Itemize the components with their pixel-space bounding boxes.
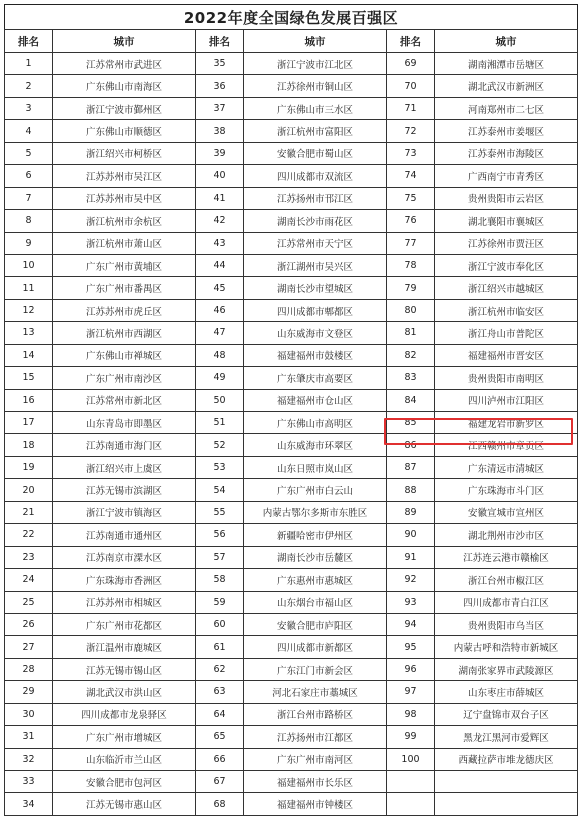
rank-cell: 22 bbox=[5, 524, 53, 546]
rank-cell: 99 bbox=[387, 726, 435, 748]
city-cell: 山东临沂市兰山区 bbox=[53, 748, 196, 770]
rank-cell: 97 bbox=[387, 681, 435, 703]
city-cell bbox=[435, 771, 578, 793]
city-cell: 浙江杭州市余杭区 bbox=[53, 210, 196, 232]
rank-cell: 75 bbox=[387, 187, 435, 209]
rank-cell: 11 bbox=[5, 277, 53, 299]
table-row bbox=[5, 479, 578, 501]
rank-cell: 86 bbox=[387, 434, 435, 456]
table-row bbox=[5, 53, 578, 75]
city-cell: 江苏苏州市虎丘区 bbox=[53, 299, 196, 321]
rank-cell: 25 bbox=[5, 591, 53, 613]
rank-cell: 3 bbox=[5, 97, 53, 119]
city-cell: 浙江台州市椒江区 bbox=[435, 569, 578, 591]
rank-cell: 6 bbox=[5, 165, 53, 187]
table-row bbox=[5, 658, 578, 680]
rank-cell: 41 bbox=[196, 187, 244, 209]
city-cell: 浙江绍兴市越城区 bbox=[435, 277, 578, 299]
table-row bbox=[5, 771, 578, 793]
rank-cell: 73 bbox=[387, 142, 435, 164]
rank-cell: 51 bbox=[196, 412, 244, 434]
rank-cell: 94 bbox=[387, 613, 435, 635]
rank-cell: 44 bbox=[196, 254, 244, 276]
city-cell: 广东佛山市禅城区 bbox=[53, 344, 196, 366]
city-cell: 安徽宣城市宣州区 bbox=[435, 501, 578, 523]
city-cell: 四川成都市郫都区 bbox=[244, 299, 387, 321]
rank-cell: 87 bbox=[387, 456, 435, 478]
header-city: 城市 bbox=[53, 30, 196, 53]
rank-cell: 65 bbox=[196, 726, 244, 748]
city-cell: 江苏苏州市相城区 bbox=[53, 591, 196, 613]
table-row bbox=[5, 299, 578, 321]
city-cell: 内蒙古鄂尔多斯市东胜区 bbox=[244, 501, 387, 523]
city-cell: 湖南湘潭市岳塘区 bbox=[435, 53, 578, 75]
city-cell: 广东江门市新会区 bbox=[244, 658, 387, 680]
header-rank: 排名 bbox=[387, 30, 435, 53]
table-row bbox=[5, 681, 578, 703]
rank-cell: 85 bbox=[387, 412, 435, 434]
city-cell: 广东广州市白云山 bbox=[244, 479, 387, 501]
rank-cell: 68 bbox=[196, 793, 244, 815]
rank-cell: 90 bbox=[387, 524, 435, 546]
city-cell: 山东枣庄市薛城区 bbox=[435, 681, 578, 703]
city-cell: 广西南宁市青秀区 bbox=[435, 165, 578, 187]
city-cell: 广东肇庆市高要区 bbox=[244, 367, 387, 389]
rank-cell: 19 bbox=[5, 456, 53, 478]
rank-cell: 21 bbox=[5, 501, 53, 523]
city-cell: 广东珠海市斗门区 bbox=[435, 479, 578, 501]
table-row bbox=[5, 254, 578, 276]
city-cell: 西藏拉萨市堆龙德庆区 bbox=[435, 748, 578, 770]
rank-cell: 30 bbox=[5, 703, 53, 725]
city-cell: 浙江绍兴市柯桥区 bbox=[53, 142, 196, 164]
ranking-table bbox=[4, 29, 578, 816]
city-cell: 河北石家庄市藁城区 bbox=[244, 681, 387, 703]
table-row bbox=[5, 322, 578, 344]
city-cell: 江苏南通市通州区 bbox=[53, 524, 196, 546]
table-row bbox=[5, 524, 578, 546]
rank-cell: 66 bbox=[196, 748, 244, 770]
city-cell: 浙江台州市路桥区 bbox=[244, 703, 387, 725]
city-cell: 湖北荆州市沙市区 bbox=[435, 524, 578, 546]
table-row bbox=[5, 546, 578, 568]
table-row bbox=[5, 726, 578, 748]
rank-cell: 16 bbox=[5, 389, 53, 411]
rank-cell bbox=[387, 771, 435, 793]
rank-cell: 33 bbox=[5, 771, 53, 793]
table-row bbox=[5, 748, 578, 770]
city-cell: 辽宁盘锦市双台子区 bbox=[435, 703, 578, 725]
city-cell: 江苏南京市溧水区 bbox=[53, 546, 196, 568]
table-row bbox=[5, 97, 578, 119]
rank-cell: 52 bbox=[196, 434, 244, 456]
header-rank: 排名 bbox=[5, 30, 53, 53]
rank-cell: 72 bbox=[387, 120, 435, 142]
city-cell bbox=[435, 793, 578, 815]
city-cell: 福建福州市仓山区 bbox=[244, 389, 387, 411]
rank-cell: 27 bbox=[5, 636, 53, 658]
rank-cell: 70 bbox=[387, 75, 435, 97]
city-cell: 新疆哈密市伊州区 bbox=[244, 524, 387, 546]
city-cell: 广东佛山市南海区 bbox=[53, 75, 196, 97]
city-cell: 江苏徐州市贾汪区 bbox=[435, 232, 578, 254]
rank-cell: 4 bbox=[5, 120, 53, 142]
table-row bbox=[5, 793, 578, 815]
rank-cell: 92 bbox=[387, 569, 435, 591]
rank-cell: 84 bbox=[387, 389, 435, 411]
rank-cell: 43 bbox=[196, 232, 244, 254]
rank-cell: 82 bbox=[387, 344, 435, 366]
rank-cell: 88 bbox=[387, 479, 435, 501]
city-cell: 江苏常州市新北区 bbox=[53, 389, 196, 411]
table-row bbox=[5, 591, 578, 613]
rank-cell: 62 bbox=[196, 658, 244, 680]
rank-cell: 74 bbox=[387, 165, 435, 187]
header-row bbox=[5, 30, 578, 53]
city-cell: 山东威海市环翠区 bbox=[244, 434, 387, 456]
city-cell: 四川泸州市江阳区 bbox=[435, 389, 578, 411]
table-row bbox=[5, 703, 578, 725]
rank-cell: 26 bbox=[5, 613, 53, 635]
city-cell: 广东清远市清城区 bbox=[435, 456, 578, 478]
table-row bbox=[5, 165, 578, 187]
rank-cell: 10 bbox=[5, 254, 53, 276]
rank-cell: 39 bbox=[196, 142, 244, 164]
city-cell: 安徽合肥市蜀山区 bbox=[244, 142, 387, 164]
city-cell: 浙江杭州市萧山区 bbox=[53, 232, 196, 254]
rank-cell: 13 bbox=[5, 322, 53, 344]
rank-cell: 29 bbox=[5, 681, 53, 703]
city-cell: 湖北襄阳市襄城区 bbox=[435, 210, 578, 232]
city-cell: 广东惠州市惠城区 bbox=[244, 569, 387, 591]
city-cell: 浙江杭州市临安区 bbox=[435, 299, 578, 321]
rank-cell: 5 bbox=[5, 142, 53, 164]
city-cell: 湖南长沙市岳麓区 bbox=[244, 546, 387, 568]
city-cell: 广东佛山市高明区 bbox=[244, 412, 387, 434]
city-cell: 浙江宁波市鄞州区 bbox=[53, 97, 196, 119]
rank-cell: 63 bbox=[196, 681, 244, 703]
city-cell: 江苏无锡市惠山区 bbox=[53, 793, 196, 815]
rank-cell: 78 bbox=[387, 254, 435, 276]
city-cell: 四川成都市双流区 bbox=[244, 165, 387, 187]
city-cell: 江苏苏州市吴江区 bbox=[53, 165, 196, 187]
table-row bbox=[5, 142, 578, 164]
rank-cell bbox=[387, 793, 435, 815]
rank-cell: 2 bbox=[5, 75, 53, 97]
city-cell: 广东广州市花都区 bbox=[53, 613, 196, 635]
city-cell: 湖南张家界市武陵源区 bbox=[435, 658, 578, 680]
city-cell: 广东广州市南河区 bbox=[244, 748, 387, 770]
rank-cell: 45 bbox=[196, 277, 244, 299]
city-cell: 福建福州市长乐区 bbox=[244, 771, 387, 793]
rank-cell: 9 bbox=[5, 232, 53, 254]
city-cell: 江苏无锡市滨湖区 bbox=[53, 479, 196, 501]
rank-cell: 54 bbox=[196, 479, 244, 501]
rank-cell: 47 bbox=[196, 322, 244, 344]
city-cell: 福建福州市钟楼区 bbox=[244, 793, 387, 815]
rank-cell: 69 bbox=[387, 53, 435, 75]
rank-cell: 95 bbox=[387, 636, 435, 658]
rank-cell: 36 bbox=[196, 75, 244, 97]
rank-cell: 40 bbox=[196, 165, 244, 187]
city-cell: 四川成都市新都区 bbox=[244, 636, 387, 658]
rank-cell: 31 bbox=[5, 726, 53, 748]
table-row bbox=[5, 120, 578, 142]
table-row bbox=[5, 456, 578, 478]
rank-cell: 50 bbox=[196, 389, 244, 411]
city-cell: 江苏无锡市锡山区 bbox=[53, 658, 196, 680]
city-cell: 内蒙古呼和浩特市新城区 bbox=[435, 636, 578, 658]
rank-cell: 38 bbox=[196, 120, 244, 142]
rank-cell: 55 bbox=[196, 501, 244, 523]
table-row bbox=[5, 232, 578, 254]
rank-cell: 76 bbox=[387, 210, 435, 232]
city-cell: 福建福州市鼓楼区 bbox=[244, 344, 387, 366]
city-cell: 浙江杭州市富阳区 bbox=[244, 120, 387, 142]
rank-cell: 46 bbox=[196, 299, 244, 321]
city-cell: 广东佛山市顺德区 bbox=[53, 120, 196, 142]
rank-cell: 83 bbox=[387, 367, 435, 389]
table-row bbox=[5, 277, 578, 299]
city-cell: 浙江湖州市吴兴区 bbox=[244, 254, 387, 276]
table-row bbox=[5, 367, 578, 389]
city-cell: 浙江舟山市普陀区 bbox=[435, 322, 578, 344]
city-cell: 江苏连云港市赣榆区 bbox=[435, 546, 578, 568]
header-city: 城市 bbox=[244, 30, 387, 53]
rank-cell: 37 bbox=[196, 97, 244, 119]
city-cell: 广东广州市番禺区 bbox=[53, 277, 196, 299]
rank-cell: 34 bbox=[5, 793, 53, 815]
city-cell: 浙江宁波市江北区 bbox=[244, 53, 387, 75]
city-cell: 江苏常州市武进区 bbox=[53, 53, 196, 75]
city-cell: 河南郑州市二七区 bbox=[435, 97, 578, 119]
rank-cell: 49 bbox=[196, 367, 244, 389]
city-cell: 江苏徐州市铜山区 bbox=[244, 75, 387, 97]
rank-cell: 80 bbox=[387, 299, 435, 321]
rank-cell: 93 bbox=[387, 591, 435, 613]
table-row bbox=[5, 434, 578, 456]
rank-cell: 56 bbox=[196, 524, 244, 546]
rank-cell: 28 bbox=[5, 658, 53, 680]
rank-cell: 18 bbox=[5, 434, 53, 456]
city-cell: 山东威海市文登区 bbox=[244, 322, 387, 344]
city-cell: 山东日照市岚山区 bbox=[244, 456, 387, 478]
city-cell: 浙江宁波市镇海区 bbox=[53, 501, 196, 523]
rank-cell: 8 bbox=[5, 210, 53, 232]
city-cell: 湖南长沙市望城区 bbox=[244, 277, 387, 299]
rank-cell: 67 bbox=[196, 771, 244, 793]
rank-cell: 64 bbox=[196, 703, 244, 725]
city-cell: 四川成都市青白江区 bbox=[435, 591, 578, 613]
city-cell: 福建龙岩市新罗区 bbox=[435, 412, 578, 434]
table-row bbox=[5, 613, 578, 635]
table-row bbox=[5, 210, 578, 232]
city-cell: 贵州贵阳市乌当区 bbox=[435, 613, 578, 635]
city-cell: 贵州贵阳市南明区 bbox=[435, 367, 578, 389]
rank-cell: 60 bbox=[196, 613, 244, 635]
city-cell: 浙江温州市鹿城区 bbox=[53, 636, 196, 658]
city-cell: 四川成都市龙泉驿区 bbox=[53, 703, 196, 725]
rank-cell: 79 bbox=[387, 277, 435, 299]
city-cell: 安徽合肥市包河区 bbox=[53, 771, 196, 793]
rank-cell: 15 bbox=[5, 367, 53, 389]
rank-cell: 24 bbox=[5, 569, 53, 591]
rank-cell: 91 bbox=[387, 546, 435, 568]
city-cell: 福建福州市晋安区 bbox=[435, 344, 578, 366]
city-cell: 江苏常州市天宁区 bbox=[244, 232, 387, 254]
rank-cell: 17 bbox=[5, 412, 53, 434]
header-rank: 排名 bbox=[196, 30, 244, 53]
rank-cell: 98 bbox=[387, 703, 435, 725]
table-row bbox=[5, 389, 578, 411]
city-cell: 江苏扬州市邗江区 bbox=[244, 187, 387, 209]
city-cell: 广东广州市南沙区 bbox=[53, 367, 196, 389]
table-row bbox=[5, 75, 578, 97]
rank-cell: 20 bbox=[5, 479, 53, 501]
rank-cell: 7 bbox=[5, 187, 53, 209]
rank-cell: 57 bbox=[196, 546, 244, 568]
rank-cell: 58 bbox=[196, 569, 244, 591]
table-row bbox=[5, 187, 578, 209]
rank-cell: 77 bbox=[387, 232, 435, 254]
city-cell: 浙江宁波市奉化区 bbox=[435, 254, 578, 276]
rank-cell: 32 bbox=[5, 748, 53, 770]
rank-cell: 23 bbox=[5, 546, 53, 568]
city-cell: 黑龙江黑河市爱辉区 bbox=[435, 726, 578, 748]
header-city: 城市 bbox=[435, 30, 578, 53]
city-cell: 广东广州市黄埔区 bbox=[53, 254, 196, 276]
city-cell: 江苏南通市海门区 bbox=[53, 434, 196, 456]
table-row bbox=[5, 412, 578, 434]
city-cell: 湖北武汉市洪山区 bbox=[53, 681, 196, 703]
city-cell: 湖南长沙市雨花区 bbox=[244, 210, 387, 232]
rank-cell: 89 bbox=[387, 501, 435, 523]
city-cell: 江苏泰州市海陵区 bbox=[435, 142, 578, 164]
rank-cell: 35 bbox=[196, 53, 244, 75]
city-cell: 广东佛山市三水区 bbox=[244, 97, 387, 119]
city-cell: 江苏苏州市吴中区 bbox=[53, 187, 196, 209]
city-cell: 浙江绍兴市上虞区 bbox=[53, 456, 196, 478]
rank-cell: 48 bbox=[196, 344, 244, 366]
city-cell: 湖北武汉市新洲区 bbox=[435, 75, 578, 97]
rank-cell: 12 bbox=[5, 299, 53, 321]
city-cell: 山东青岛市即墨区 bbox=[53, 412, 196, 434]
city-cell: 江苏扬州市江都区 bbox=[244, 726, 387, 748]
city-cell: 江苏泰州市姜堰区 bbox=[435, 120, 578, 142]
city-cell: 广东珠海市香洲区 bbox=[53, 569, 196, 591]
rank-cell: 61 bbox=[196, 636, 244, 658]
table-title: 2022年度全国绿色发展百强区 bbox=[4, 4, 578, 30]
city-cell: 浙江杭州市西湖区 bbox=[53, 322, 196, 344]
city-cell: 贵州贵阳市云岩区 bbox=[435, 187, 578, 209]
city-cell: 安徽合肥市庐阳区 bbox=[244, 613, 387, 635]
rank-cell: 59 bbox=[196, 591, 244, 613]
rank-cell: 71 bbox=[387, 97, 435, 119]
city-cell: 山东烟台市福山区 bbox=[244, 591, 387, 613]
city-cell: 广东广州市增城区 bbox=[53, 726, 196, 748]
table-row bbox=[5, 569, 578, 591]
table-row bbox=[5, 636, 578, 658]
rank-cell: 100 bbox=[387, 748, 435, 770]
table-row bbox=[5, 501, 578, 523]
rank-cell: 96 bbox=[387, 658, 435, 680]
rank-cell: 1 bbox=[5, 53, 53, 75]
city-cell: 江西赣州市章贡区 bbox=[435, 434, 578, 456]
table-row bbox=[5, 344, 578, 366]
rank-cell: 81 bbox=[387, 322, 435, 344]
rank-cell: 14 bbox=[5, 344, 53, 366]
rank-cell: 53 bbox=[196, 456, 244, 478]
rank-cell: 42 bbox=[196, 210, 244, 232]
